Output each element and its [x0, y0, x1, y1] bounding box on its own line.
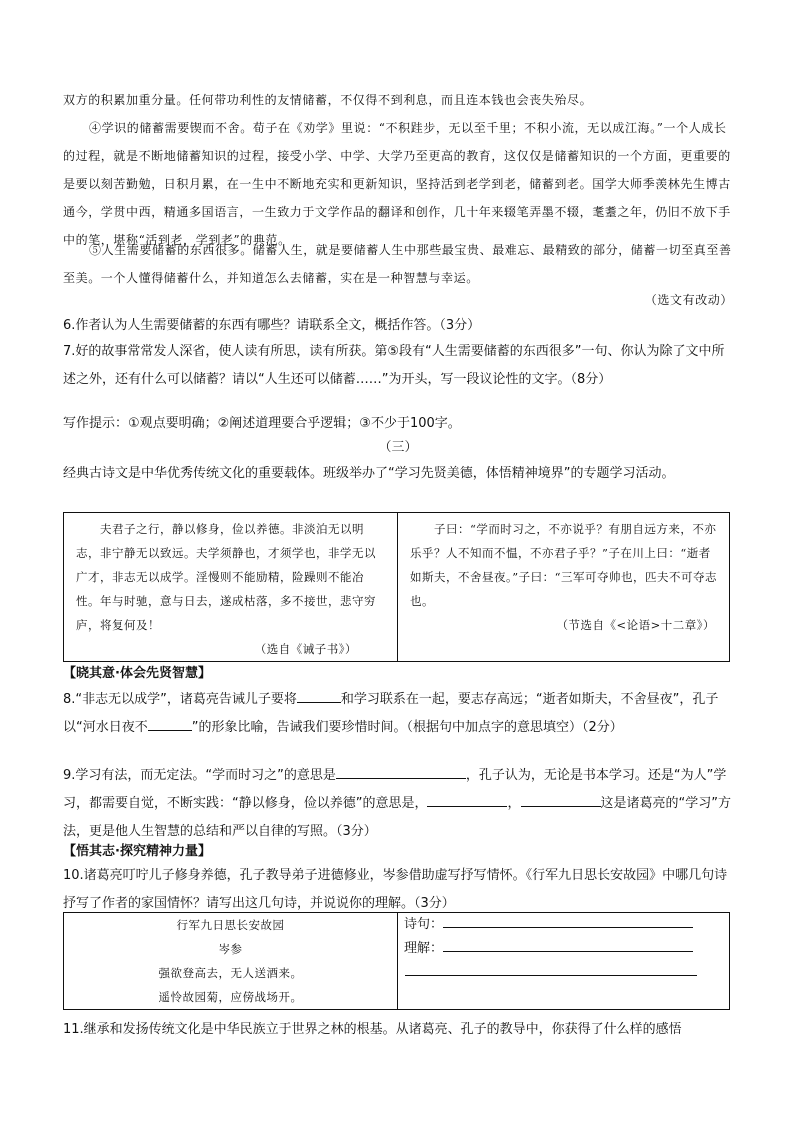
- question-10: 10.诸葛亮叮咛儿子修身养德，孔子教导弟子进德修业，岑参借助虚写抒写情怀。《行军九日思长安故园》中哪几句诗抒写了作者的家国情怀？请写出这几句诗，并说说你的理解。（3分）: [63, 868, 728, 911]
- passage-paragraph-4: ④学识的储蓄需要锲而不舍。荀子在《劝学》里说：“不积跬步，无以至千里；不积小流，无以成江海。”一个人成长的过程，就是不断地储蓄知识的过程，接受小学、中学、大学乃至更高的教育，这仅仅是储蓄知识的一个方面，更重要的是要以刻苦勤勉，日积月累，在一生中不断地充实和更新知识，坚持活到老学到老，储蓄到老。国学大师季羡林先生博古通今，学贯中西，精通多国语言，一生致力于文学作品的翻译和创作，几十年来辍笔弄墨不辍，耄耋之年，仍旧不放下手中的笔，堪称“活到老，学到老”的典范。: [63, 121, 731, 247]
- answer-understanding-row-2: [404, 961, 729, 985]
- poem-title: 行军九日思长安故园: [176, 918, 285, 932]
- passage-source: （选文有改动）: [644, 293, 733, 307]
- poem-author: 岑参: [218, 942, 243, 956]
- answer-poem-row: [404, 913, 729, 937]
- poem-line-2: 遥怜故园菊，应傍战场开。: [158, 990, 303, 1004]
- answer-blank-9b[interactable]: [427, 792, 507, 807]
- question-11: 11.继承和发扬传统文化是中华民族立于世界之林的根基。从诸葛亮、孔子的教导中，你获得了什么样的感悟: [63, 1022, 682, 1037]
- section-3-heading: （三）: [378, 440, 418, 455]
- answer-poem-label: 诗句：: [404, 917, 444, 932]
- question-9-text-c: 这是诸葛亮的“学习”方法，更是他人生智慧的总结和严以自律的写照。（3分）: [63, 796, 731, 839]
- classical-texts-table: [63, 512, 730, 662]
- text-a-zhugeliang: 夫君子之行，静以修身，俭以养德。非淡泊无以明志，非宁静无以致远。夫学须静也，才须学也，非学无以广才，非志无以成学。淫慢则不能励精，险躁则不能冶性。年与时驰，意与日去，遂成枯落，多不接世，悲守穷庐，将复何及！: [76, 522, 376, 632]
- text-b-source: （节选自《<论语>十二章》）: [556, 618, 715, 632]
- part-1-heading: 【晓其意·体会先贤智慧】: [63, 666, 211, 681]
- answer-blank-9c[interactable]: [521, 792, 601, 807]
- question-6: 6.作者认为人生需要储蓄的东西有哪些？请联系全文，概括作答。（3分）: [63, 318, 481, 333]
- answer-blank-8b[interactable]: [148, 716, 192, 731]
- answer-blank-9a[interactable]: [336, 764, 466, 779]
- answer-cell: [398, 913, 730, 1010]
- answer-understanding-line-1[interactable]: [443, 937, 693, 952]
- answer-understanding-row: [404, 937, 729, 961]
- question-8-text-c: ”的形象比喻，告诫我们要珍惜时间。（根据句中加点字的意思填空）（2分）: [191, 720, 623, 735]
- text-b-analects: 子曰：“学而时习之，不亦说乎？有朋自远方来，不亦乐乎？人不知而不愠，不亦君子乎？”子在川上曰：“逝者如斯夫，不舍昼夜。”子曰：“三军可夺帅也，匹夫不可夺志也。: [410, 522, 718, 608]
- question-9-text-b: ，孔子认为，无论是书本学习。还是“为人”学习，都需要自觉，不断实践：“静以修身，俭以养德”的意思是，: [63, 768, 727, 811]
- text-a-cell: [64, 513, 398, 662]
- answer-poem-line[interactable]: [443, 913, 693, 928]
- question-8: [63, 686, 733, 742]
- answer-understanding-line-2[interactable]: [405, 961, 697, 976]
- answer-understanding-label: 理解：: [404, 941, 444, 956]
- poem-line-1: 强欲登高去，无人送酒来。: [158, 966, 303, 980]
- poem-answer-table: [63, 912, 730, 1010]
- question-7: 7.好的故事常常发人深省，使人读有所思，读有所获。第⑤段有“人生需要储蓄的东西很多”一句、你认为除了文中所述之外，还有什么可以储蓄？请以“人生还可以储蓄……”为开头，写一段议论性的文字。（8分）: [63, 344, 725, 387]
- text-b-cell: [398, 513, 730, 662]
- question-9: [63, 762, 733, 846]
- part-2-heading: 【悟其志·探究精神力量】: [63, 844, 211, 859]
- answer-blank-8a[interactable]: [297, 688, 341, 703]
- section-3-intro: 经典古诗文是中华优秀传统文化的重要载体。班级举办了“学习先贤美德，体悟精神境界”的专题学习活动。: [63, 466, 675, 481]
- passage-paragraph-5: ⑤人生需要储蓄的东西很多。储蓄人生，就是要储蓄人生中那些最宝贵、最难忘、最精致的部分，储蓄一切至真至善至美。一个人懂得储蓄什么，并知道怎么去储蓄，实在是一种智慧与幸运。: [63, 243, 732, 285]
- text-a-source: （选自《诫子书》）: [254, 642, 357, 656]
- question-9-separator: ，: [507, 796, 521, 811]
- question-8-text-a: 8.“非志无以成学”，诸葛亮告诫儿子要将: [63, 692, 297, 707]
- question-9-text-a: 9.学习有法，而无定法。“学而时习之”的意思是: [63, 768, 336, 783]
- poem-cell: [64, 913, 398, 1010]
- question-8-text-b: 和学习联系在一起，要志存高远；“逝者如斯夫，不舍昼夜”，孔子以“河水日夜不: [63, 692, 719, 735]
- question-7-tip: 写作提示：①观点要明确；②阐述道理要合乎逻辑；③不少于100字。: [63, 416, 461, 431]
- passage-paragraph-3-tail: 双方的积累加重分量。任何带功利性的友情储蓄，不仅得不到利息，而且连本钱也会丧失殆尽。: [63, 93, 593, 107]
